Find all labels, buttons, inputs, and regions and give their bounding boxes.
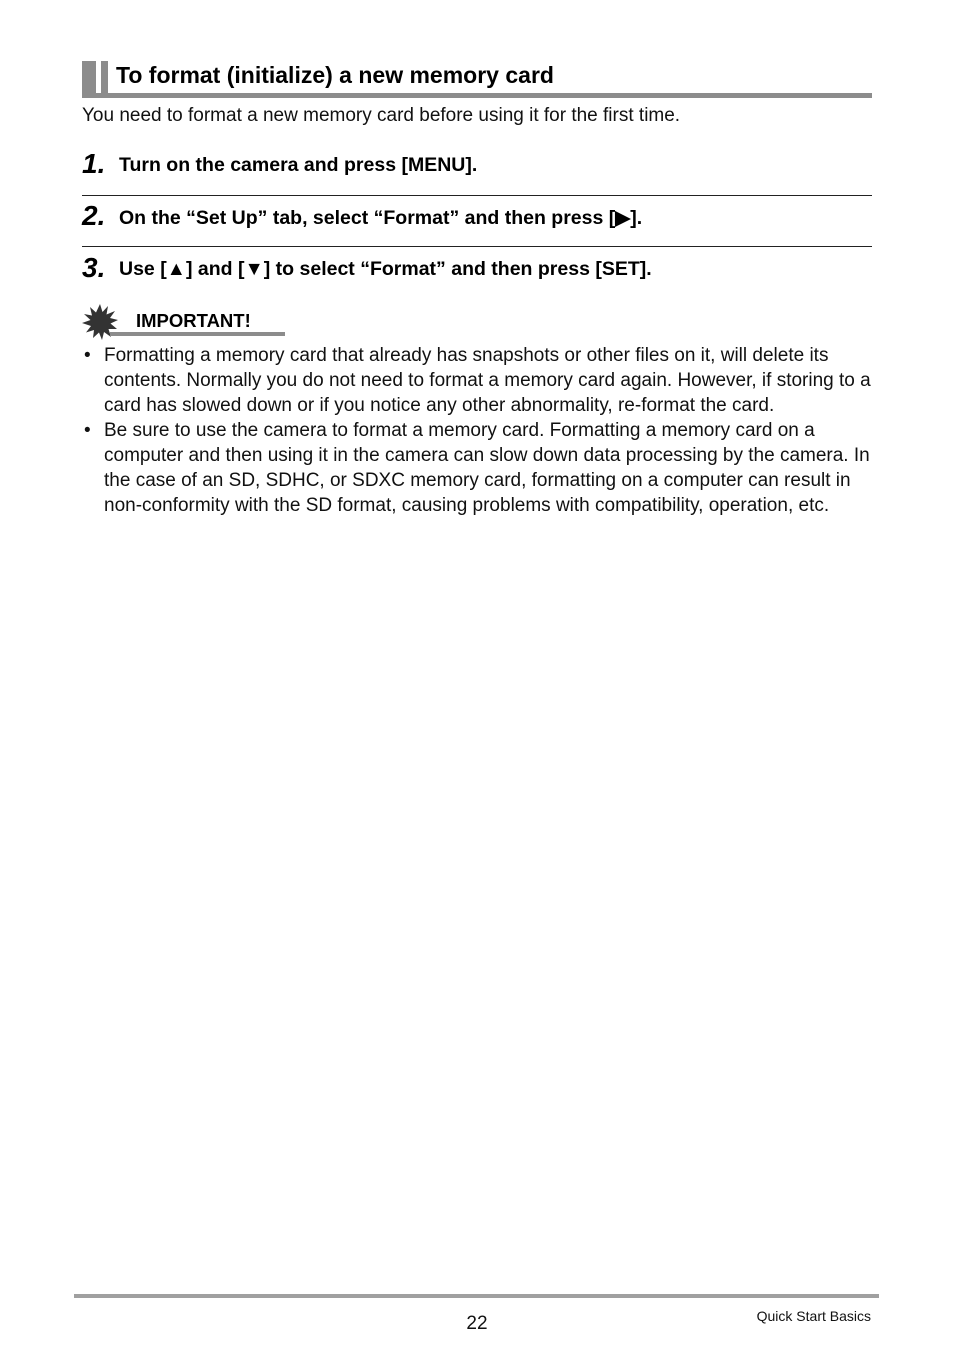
heading-underline (82, 93, 872, 98)
bullet-point: • (84, 345, 91, 366)
footer-rule (74, 1294, 879, 1298)
list-item (82, 343, 877, 418)
step-1 (82, 148, 872, 200)
page-number: 22 (466, 1313, 488, 1334)
bullet-point: • (84, 420, 91, 441)
heading-marker-bar (82, 61, 96, 95)
list-item (82, 418, 877, 518)
step-text: On the “Set Up” tab, select “Format” and then press [▶]. (119, 207, 643, 229)
section-heading (82, 59, 872, 97)
step-text: Turn on the camera and press [MENU]. (119, 154, 478, 176)
heading-marker-bar (101, 61, 108, 95)
section-title: To format (initialize) a new memory card (116, 62, 554, 88)
step-3 (82, 252, 872, 304)
step-text: Use [▲] and [▼] to select “Format” and then press [SET]. (119, 258, 652, 280)
step-number: 2. (82, 200, 106, 231)
footer-section-name: Quick Start Basics (756, 1308, 871, 1324)
important-callout (82, 304, 292, 338)
step-divider (82, 246, 872, 247)
step-divider (82, 195, 872, 196)
step-number: 1. (82, 148, 106, 179)
important-underline (110, 332, 285, 336)
list-item-text: Formatting a memory card that already has snapshots or other files on it, will delete its contents. Normally you do not need to format a memory card again. However, if storing to a card has slowed down or if you notice any other abnormality, re-format the card. (104, 345, 871, 416)
step-number: 3. (82, 252, 106, 283)
important-label: IMPORTANT! (136, 310, 251, 331)
intro-text: You need to format a new memory card before using it for the first time. (82, 105, 681, 126)
important-list (82, 343, 877, 518)
step-2 (82, 200, 872, 252)
list-item-text: Be sure to use the camera to format a memory card. Formatting a memory card on a computer and then using it in the camera can slow down data processing by the camera. In the case of an SD, SDHC, or SDXC memory card, formatting on a computer can result in non-conformity with the SD format, causing problems with compatibility, operation, etc. (104, 420, 870, 516)
